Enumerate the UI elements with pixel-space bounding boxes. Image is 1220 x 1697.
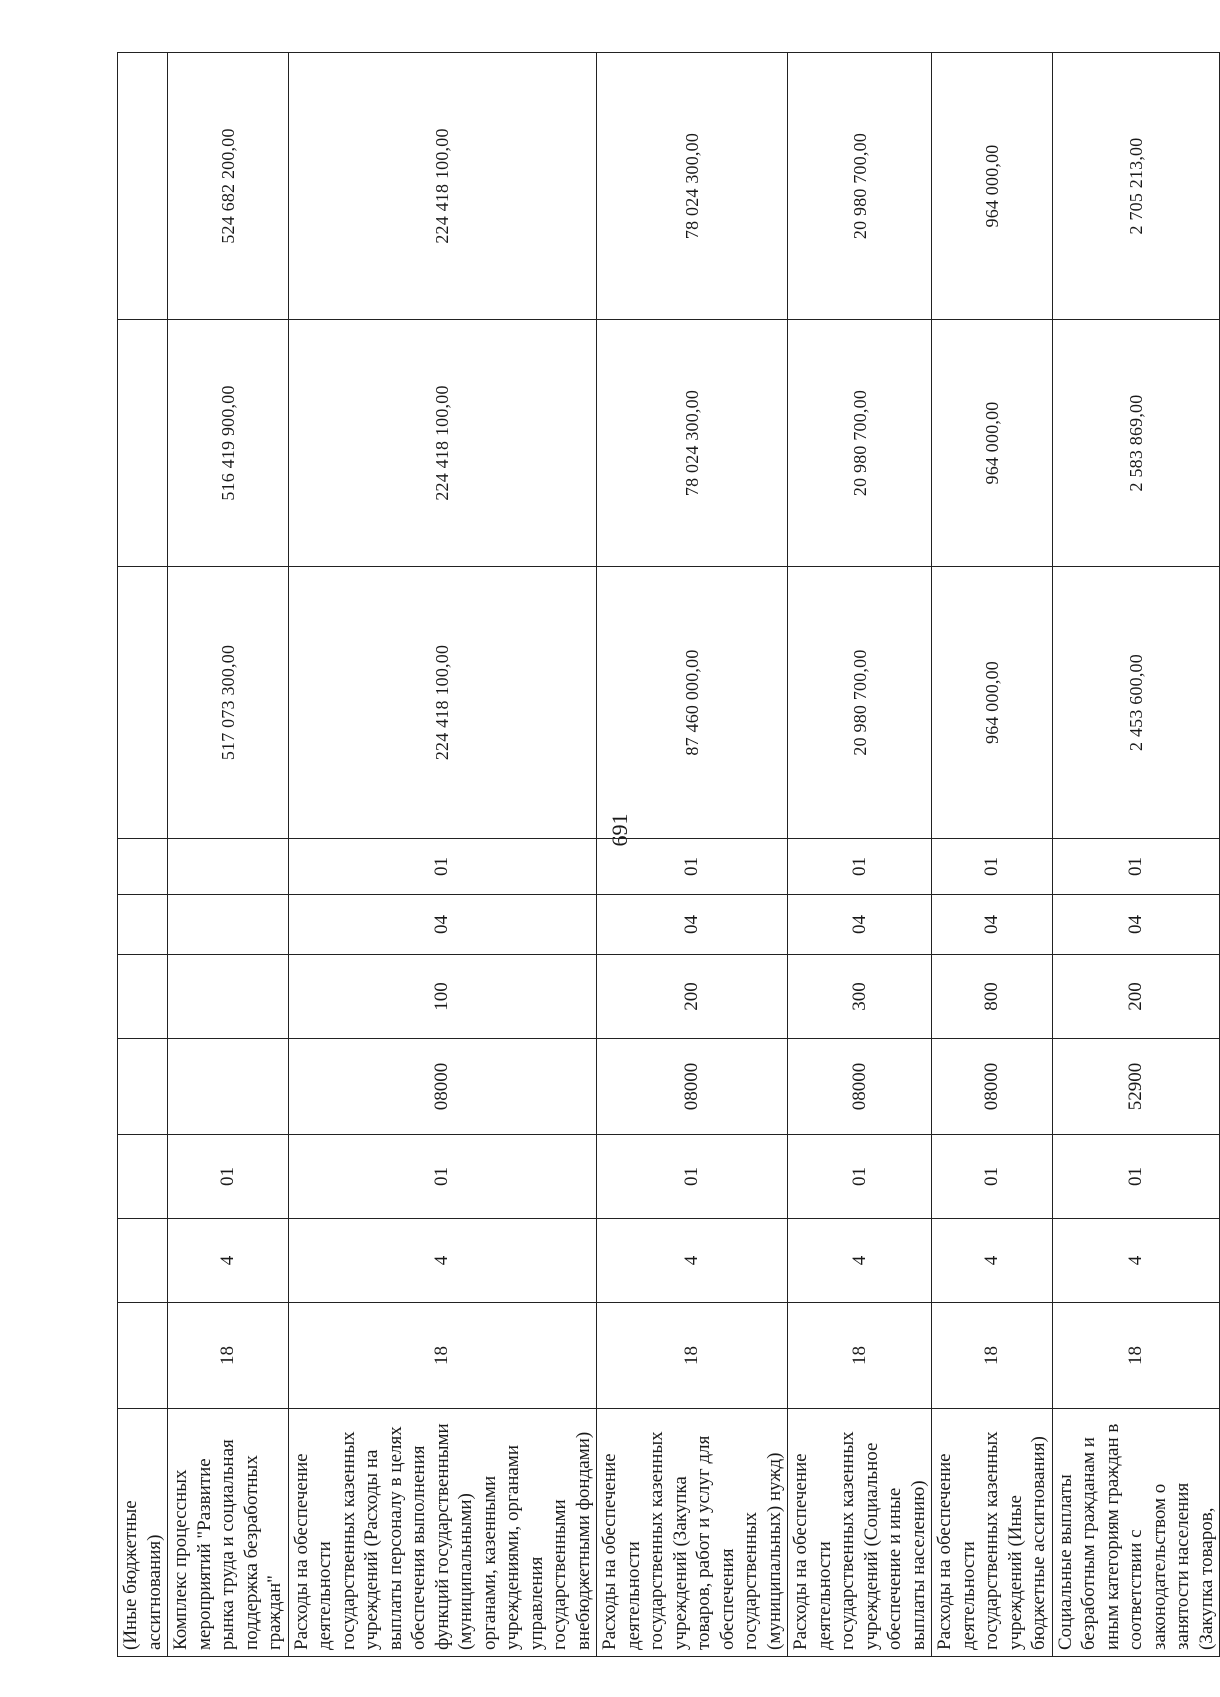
table-cell-description: Расходы на обеспечение деятельности государственных казенных учреждений (Расходы на выплаты персоналу в целях обеспечения выполнения функций государственными (муниципальными) органами, казенными учреждениями, органами управления государственными внебюджетными фондами) <box>288 1409 597 1657</box>
table-cell-code: 18 <box>168 1303 289 1409</box>
table-cell-empty <box>118 1303 168 1409</box>
table-cell-code: 01 <box>288 839 597 895</box>
table-cell-code: 01 <box>597 1135 788 1219</box>
table-cell-code: 100 <box>288 955 597 1039</box>
table-cell-code: 18 <box>788 1303 932 1409</box>
table-cell-amount: 20 980 700,00 <box>788 567 932 839</box>
table-cell-code: 01 <box>1052 1135 1220 1219</box>
table-cell-amount: 2 583 869,00 <box>1052 320 1220 567</box>
table-cell-code: 200 <box>597 955 788 1039</box>
table-cell-empty <box>118 1039 168 1135</box>
table-cell-code: 08000 <box>788 1039 932 1135</box>
table-cell-empty <box>118 1219 168 1303</box>
table-cell-empty <box>118 955 168 1039</box>
table-cell-amount: 964 000,00 <box>932 53 1053 320</box>
table-cell-code: 04 <box>1052 895 1220 955</box>
table-row <box>118 53 168 1657</box>
rotated-table-container <box>117 53 1217 1657</box>
table-cell-amount: 78 024 300,00 <box>597 320 788 567</box>
table-cell-code <box>168 1039 289 1135</box>
table-cell-code: 18 <box>597 1303 788 1409</box>
table-row <box>1052 53 1220 1657</box>
table-cell-amount: 20 980 700,00 <box>788 320 932 567</box>
table-cell-code: 200 <box>1052 955 1220 1039</box>
table-row <box>288 53 597 1657</box>
table-cell-description: (Иные бюджетные ассигнования) <box>118 1409 168 1657</box>
table-cell-code: 04 <box>932 895 1053 955</box>
table-cell-amount: 964 000,00 <box>932 567 1053 839</box>
table-cell-amount: 964 000,00 <box>932 320 1053 567</box>
table-cell-empty <box>118 895 168 955</box>
table-cell-amount: 2 705 213,00 <box>1052 53 1220 320</box>
table-cell-empty <box>118 320 168 567</box>
table-cell-description: Расходы на обеспечение деятельности государственных казенных учреждений (Иные бюджетные ассигнования) <box>932 1409 1053 1657</box>
table-cell-amount: 224 418 100,00 <box>288 567 597 839</box>
table-cell-description: Комплекс процессных мероприятий "Развитие рынка труда и социальная поддержка безработных граждан" <box>168 1409 289 1657</box>
table-cell-code <box>168 955 289 1039</box>
table-cell-code: 4 <box>932 1219 1053 1303</box>
table-cell-code: 01 <box>788 1135 932 1219</box>
table-cell-empty <box>118 839 168 895</box>
table-cell-code: 01 <box>932 839 1053 895</box>
table-cell-code: 18 <box>1052 1303 1220 1409</box>
table-cell-code: 04 <box>788 895 932 955</box>
table-cell-amount: 20 980 700,00 <box>788 53 932 320</box>
table-cell-empty <box>118 1135 168 1219</box>
table-cell-code: 800 <box>932 955 1053 1039</box>
table-cell-amount: 524 682 200,00 <box>168 53 289 320</box>
table-cell-description: Социальные выплаты безработным гражданам и иным категориям граждан в соответствии с законодательством о занятости населения (Закупка товаров, <box>1052 1409 1220 1657</box>
table-cell-code: 08000 <box>597 1039 788 1135</box>
table-cell-amount: 224 418 100,00 <box>288 53 597 320</box>
table-cell-code <box>168 839 289 895</box>
table-cell-code: 18 <box>932 1303 1053 1409</box>
table-cell-amount: 2 453 600,00 <box>1052 567 1220 839</box>
table-cell-code: 4 <box>168 1219 289 1303</box>
table-cell-code: 04 <box>597 895 788 955</box>
table-cell-code: 01 <box>788 839 932 895</box>
table-cell-amount: 224 418 100,00 <box>288 320 597 567</box>
table-cell-amount: 516 419 900,00 <box>168 320 289 567</box>
table-row <box>168 53 289 1657</box>
table-cell-code: 300 <box>788 955 932 1039</box>
budget-table <box>117 52 1220 1657</box>
table-cell-code: 4 <box>288 1219 597 1303</box>
table-cell-empty <box>118 567 168 839</box>
table-cell-empty <box>118 53 168 320</box>
table-cell-code: 01 <box>597 839 788 895</box>
table-cell-code: 01 <box>168 1135 289 1219</box>
table-row <box>932 53 1053 1657</box>
table-cell-code: 01 <box>1052 839 1220 895</box>
table-cell-code: 4 <box>788 1219 932 1303</box>
table-cell-code <box>168 895 289 955</box>
page-number: 691 <box>607 813 632 847</box>
table-cell-code: 4 <box>1052 1219 1220 1303</box>
table-cell-code: 08000 <box>932 1039 1053 1135</box>
table-row <box>788 53 932 1657</box>
table-cell-amount: 517 073 300,00 <box>168 567 289 839</box>
table-cell-code: 4 <box>597 1219 788 1303</box>
table-cell-code: 04 <box>288 895 597 955</box>
table-cell-code: 52900 <box>1052 1039 1220 1135</box>
table-cell-amount: 87 460 000,00 <box>597 567 788 839</box>
table-cell-code: 01 <box>288 1135 597 1219</box>
table-cell-description: Расходы на обеспечение деятельности государственных казенных учреждений (Закупка товаров, работ и услуг для обеспечения государственных (муниципальных) нужд) <box>597 1409 788 1657</box>
table-cell-amount: 78 024 300,00 <box>597 53 788 320</box>
table-cell-code: 08000 <box>288 1039 597 1135</box>
table-cell-description: Расходы на обеспечение деятельности государственных казенных учреждений (Социальное обеспечение и иные выплаты населению) <box>788 1409 932 1657</box>
table-row <box>597 53 788 1657</box>
table-cell-code: 01 <box>932 1135 1053 1219</box>
table-cell-code: 18 <box>288 1303 597 1409</box>
